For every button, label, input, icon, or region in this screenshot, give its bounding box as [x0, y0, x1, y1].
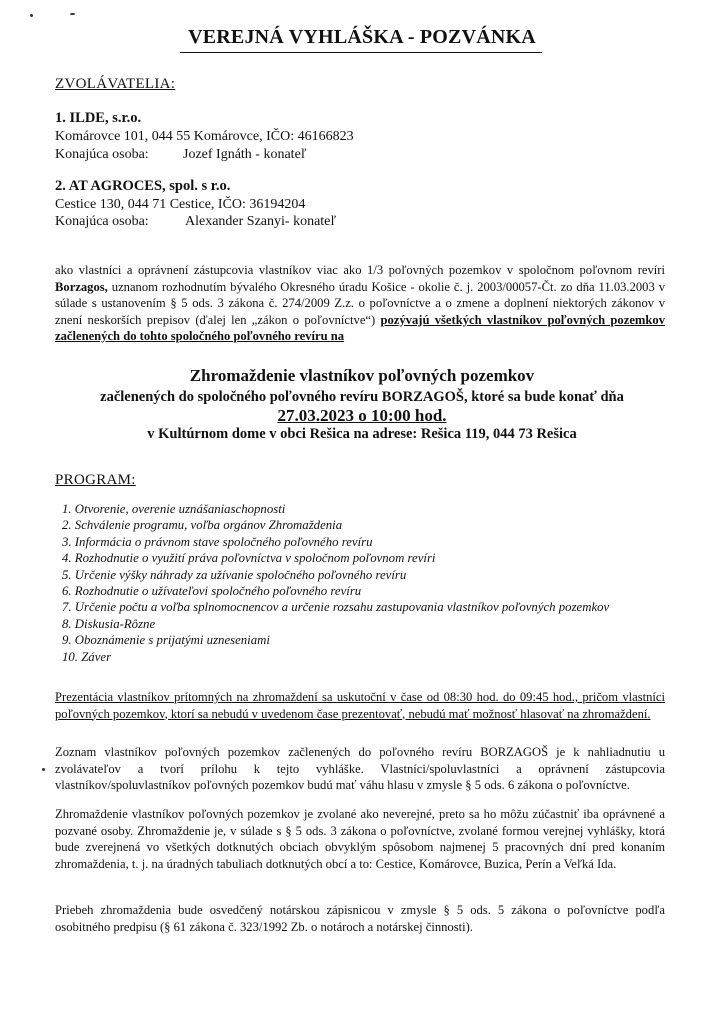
presentation-paragraph: Prezentácia vlastníkov prítomných na zhromaždení sa uskutoční v čase od 08:30 hod. do 09:45 hod., pričom vlastníci poľovných pozemkov, ktorí sa nebudú v uvedenom čase prezentovať, nebudú mať možnosť hlasovať na zhromaždení. [55, 690, 665, 721]
owners-list-paragraph: Zoznam vlastníkov poľovných pozemkov začlenených do poľovného revíru BORZAGOŠ je k nahliadnutiu u zvolávateľov a tvorí prílohu k tejto vyhláške. Vlastníci/spoluvlastníci a oprávnení zástupcovia vlastníkov/spoluvlastníkov poľovných pozemkov budú mať váhu hlasu v zmysle § 5 ods. 6 zákona o poľovníctve. [55, 745, 665, 792]
meeting-title: Zhromaždenie vlastníkov poľovných pozemkov [189, 366, 535, 385]
program-item: 7. Určenie počtu a voľba splnomocnencov a určenie rozsahu zastupovania vlastníkov poľovných pozemkov [62, 600, 610, 615]
scan-mark [30, 14, 33, 17]
program-item: 5. Určenie výšky náhrady za užívanie spoločného poľovného revíru [62, 567, 407, 582]
revir-name: Borzagos, [55, 279, 108, 294]
program-list [62, 501, 702, 665]
program-item: 10. Záver [62, 649, 112, 664]
intro-text-2: uznanom rozhodnutím bývalého Okresného úradu Košice - okolie č. j. 2003/00057-Čt. zo dňa 11.03.2003 v súlade s ustanovením § 5 ods. 3 zákona č. 274/2009 Z.z. o poľovníctve a o zmene a doplnení niektorých zákonov v znení neskorších prepisov (ďalej len „zákon o poľovníctve“) [55, 279, 665, 327]
contact-label: Konajúca osoba: [55, 147, 149, 162]
org-2-name: 2. AT AGROCES, spol. s r.o. [55, 178, 231, 194]
program-item: 8. Diskusia-Rôzne [62, 616, 156, 631]
non-public-paragraph: Zhromaždenie vlastníkov poľovných pozemkov je zvolané ako neverejné, preto sa ho môžu zúčastniť iba oprávnené a pozvané osoby. Zhromaždenie je, v súlade s § 5 ods. 3 zákona o poľovníctve, zvolané formou verejnej vyhlášky, ktorá bude zverejnená vo všetkých dotknutých obciach obvyklým spôsobom najmenej 5 pracovných dní pred konaním zhromaždenia, t. j. na úradných tabuliach dotknutých obcí a to: Cestice, Komárovce, Buzica, Perín a Veľká Ida. [55, 807, 665, 871]
program-item: 4. Rozhodnutie o využití práva poľovníctva v spoločnom poľovnom revíri [62, 551, 436, 566]
program-item: 6. Rozhodnutie o užívateľovi spoločného poľovného revíru [62, 584, 362, 599]
org-1-contact [55, 146, 306, 163]
invitation-text: pozývajú všetkých vlastníkov poľovných pozemkov začlenených do tohto spoločného poľovného revíru na [55, 312, 665, 343]
meeting-subtitle: začlenených do spoločného poľovného revíru BORZAGOŠ, ktoré sa bude konať dňa [100, 389, 624, 405]
org-2-address: Cestice 130, 044 71 Cestice, IČO: 36194204 [55, 197, 306, 212]
intro-paragraph [55, 262, 665, 345]
conveners-heading: ZVOLÁVATELIA: [55, 76, 176, 92]
program-item: 1. Otvorenie, overenie uznášaniaschopnosti [62, 502, 286, 516]
scan-mark [42, 768, 45, 771]
meeting-datetime: 27.03.2023 o 10:00 hod. [277, 406, 447, 425]
org-1-name: 1. ILDE, s.r.o. [55, 110, 142, 126]
program-item: 3. Informácia o právnom stave spoločného poľovného revíru [62, 534, 373, 549]
meeting-location: v Kultúrnom dome v obci Rešica na adrese: Rešica 119, 044 73 Rešica [147, 426, 577, 442]
program-item: 2. Schválenie programu, voľba orgánov Zhromaždenia [62, 518, 343, 533]
contact-value: Alexander Szanyi- konateľ [185, 214, 337, 229]
title-divider [180, 52, 542, 53]
program-heading: PROGRAM: [55, 472, 136, 488]
org-2-contact [55, 213, 336, 230]
document-title: VEREJNÁ VYHLÁŠKA - POZVÁNKA [188, 26, 536, 48]
intro-text-1: ako vlastníci a oprávnení zástupcovia vlastníkov viac ako 1/3 poľovných pozemkov v spoločnom poľovnom revíri [55, 263, 665, 277]
notary-paragraph: Priebeh zhromaždenia bude osvedčený notárskou zápisnicou v zmysle § 5 ods. 5 zákona o poľovníctve podľa osobitného predpisu (§ 61 zákona č. 323/1992 Zb. o notároch a notárskej činnosti). [55, 903, 665, 934]
org-1-address: Komárovce 101, 044 55 Komárovce, IČO: 46166823 [55, 129, 354, 144]
contact-value: Jozef Ignáth - konateľ [183, 147, 307, 162]
scan-mark [70, 13, 75, 15]
contact-label: Konajúca osoba: [55, 214, 149, 229]
program-item: 9. Oboznámenie s prijatými uzneseniami [62, 633, 270, 648]
